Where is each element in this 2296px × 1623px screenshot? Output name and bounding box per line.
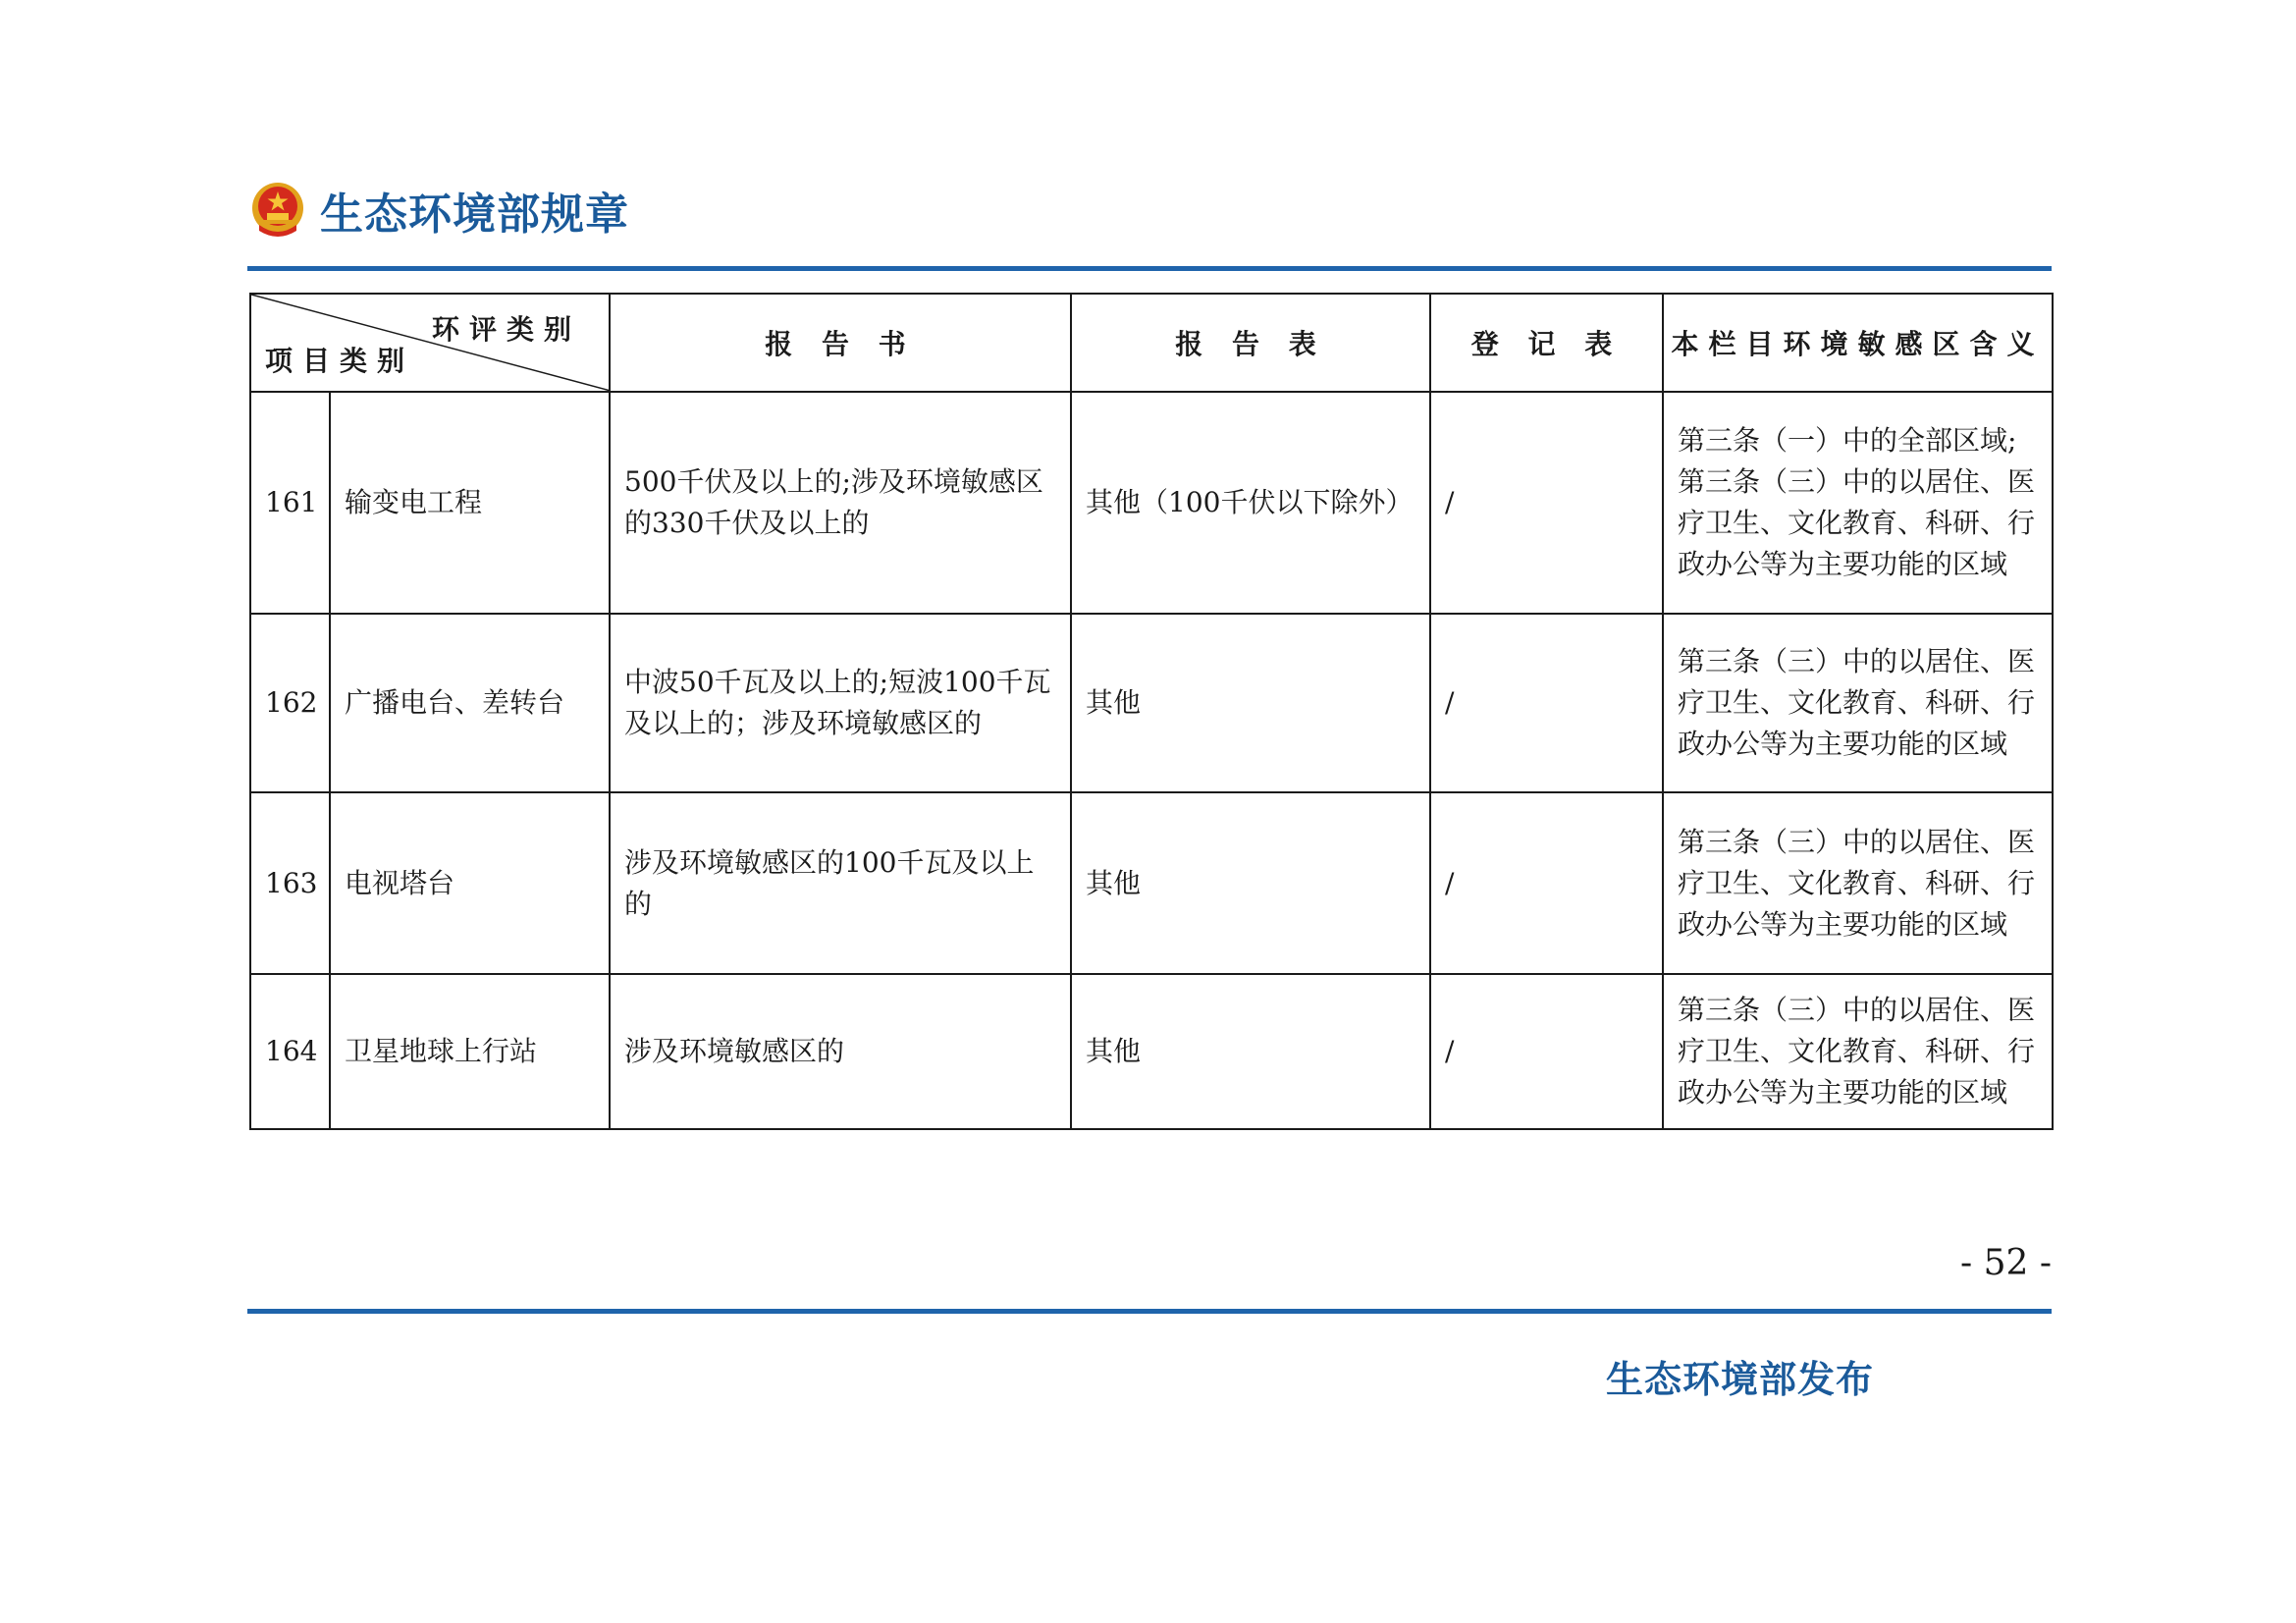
table-row bbox=[250, 392, 2053, 614]
row-number: 161 bbox=[250, 392, 330, 614]
registration-cell: / bbox=[1430, 392, 1663, 614]
row-number: 164 bbox=[250, 974, 330, 1129]
table-row bbox=[250, 974, 2053, 1129]
column-header-report-book: 报 告 书 bbox=[610, 294, 1071, 392]
project-category-table bbox=[249, 293, 2054, 1130]
page-header bbox=[247, 175, 629, 245]
column-header-registration: 登 记 表 bbox=[1430, 294, 1663, 392]
report-book-cell: 涉及环境敏感区的 bbox=[610, 974, 1071, 1129]
table-row bbox=[250, 614, 2053, 792]
meaning-cell: 第三条（一）中的全部区域;第三条（三）中的以居住、医疗卫生、文化教育、科研、行政办公等为主要功能的区域 bbox=[1663, 392, 2053, 614]
registration-cell: / bbox=[1430, 614, 1663, 792]
meaning-cell: 第三条（三）中的以居住、医疗卫生、文化教育、科研、行政办公等为主要功能的区域 bbox=[1663, 792, 2053, 974]
report-table-cell: 其他（100千伏以下除外） bbox=[1071, 392, 1430, 614]
diagonal-header-bottom: 项目类别 bbox=[265, 345, 415, 377]
page-number: - 52 - bbox=[1959, 1243, 2052, 1283]
report-table-cell: 其他 bbox=[1071, 974, 1430, 1129]
table-header-row bbox=[250, 294, 2053, 392]
registration-cell: / bbox=[1430, 974, 1663, 1129]
column-header-report-table: 报 告 表 bbox=[1071, 294, 1430, 392]
project-name: 电视塔台 bbox=[330, 792, 610, 974]
footer-rule bbox=[247, 1309, 2052, 1314]
report-table-cell: 其他 bbox=[1071, 792, 1430, 974]
project-name: 输变电工程 bbox=[330, 392, 610, 614]
national-emblem-icon bbox=[247, 180, 308, 241]
diagonal-header-top: 环评类别 bbox=[431, 313, 581, 346]
meaning-cell: 第三条（三）中的以居住、医疗卫生、文化教育、科研、行政办公等为主要功能的区域 bbox=[1663, 614, 2053, 792]
meaning-cell: 第三条（三）中的以居住、医疗卫生、文化教育、科研、行政办公等为主要功能的区域 bbox=[1663, 974, 2053, 1129]
footer-publisher: 生态环境部发布 bbox=[1606, 1358, 1875, 1401]
report-book-cell: 中波50千瓦及以上的;短波100千瓦及以上的；涉及环境敏感区的 bbox=[610, 614, 1071, 792]
registration-cell: / bbox=[1430, 792, 1663, 974]
table-row bbox=[250, 792, 2053, 974]
row-number: 163 bbox=[250, 792, 330, 974]
report-book-cell: 500千伏及以上的;涉及环境敏感区的330千伏及以上的 bbox=[610, 392, 1071, 614]
report-book-cell: 涉及环境敏感区的100千瓦及以上的 bbox=[610, 792, 1071, 974]
column-header-meaning: 本栏目环境敏感区含义 bbox=[1663, 294, 2053, 392]
row-number: 162 bbox=[250, 614, 330, 792]
project-name: 卫星地球上行站 bbox=[330, 974, 610, 1129]
diagonal-header-cell bbox=[250, 294, 610, 392]
header-rule bbox=[247, 266, 2052, 271]
header-title: 生态环境部规章 bbox=[320, 189, 629, 240]
project-name: 广播电台、差转台 bbox=[330, 614, 610, 792]
report-table-cell: 其他 bbox=[1071, 614, 1430, 792]
